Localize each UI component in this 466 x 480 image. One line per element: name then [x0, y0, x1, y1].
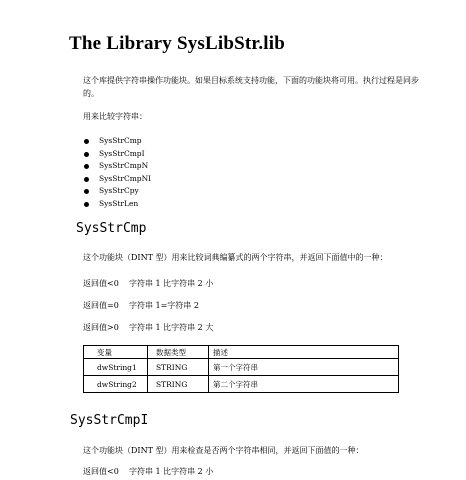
- return-value: 返回值<0 字符串 1 比字符串 2 小: [83, 467, 214, 476]
- column-header: 变量: [84, 346, 148, 359]
- return-value: 返回值<0 字符串 1 比字符串 2 小: [83, 279, 214, 288]
- table-cell: dwString1: [84, 359, 148, 376]
- parameter-table: [83, 345, 399, 393]
- section-heading: SysStrCmpI: [70, 413, 149, 428]
- table-cell: STRING: [148, 376, 209, 393]
- table-cell: 第一个字符串: [209, 359, 399, 376]
- list-item: SysStrLen: [83, 198, 151, 211]
- table-header-row: [84, 346, 399, 359]
- list-item: SysStrCmpI: [83, 148, 151, 161]
- section-description: 这个功能块（DINT 型）用来比较词典编纂式的两个字符串，并返回下面值中的一种：: [83, 253, 388, 262]
- compare-label: 用来比较字符串：: [83, 112, 147, 121]
- function-list: [83, 135, 151, 211]
- column-header: 数据类型: [148, 346, 209, 359]
- return-value: 返回值>0 字符串 1 比字符串 2 大: [83, 323, 214, 332]
- return-value: 返回值=0 字符串 1=字符串 2: [83, 301, 199, 310]
- table-row: [84, 376, 399, 393]
- table-cell: dwString2: [84, 376, 148, 393]
- table-row: [84, 359, 399, 376]
- list-item: SysStrCmpNI: [83, 173, 151, 186]
- table-cell: 第二个字符串: [209, 376, 399, 393]
- list-item: SysStrCpy: [83, 185, 151, 198]
- section-heading: SysStrCmp: [76, 221, 147, 236]
- column-header: 描述: [209, 346, 399, 359]
- table-cell: STRING: [148, 359, 209, 376]
- intro-paragraph: 这个库提供字符串操作功能块。如果目标系统支持功能，下面的功能块将可用。执行过程是同步的。: [83, 76, 419, 98]
- page-title: The Library SysLibStr.lib: [69, 33, 285, 54]
- section-description: 这个功能块（DINT 型）用来检查是否两个字符串相同，并返回下面值的一种：: [83, 446, 364, 455]
- list-item: SysStrCmpN: [83, 160, 151, 173]
- list-item: SysStrCmp: [83, 135, 151, 148]
